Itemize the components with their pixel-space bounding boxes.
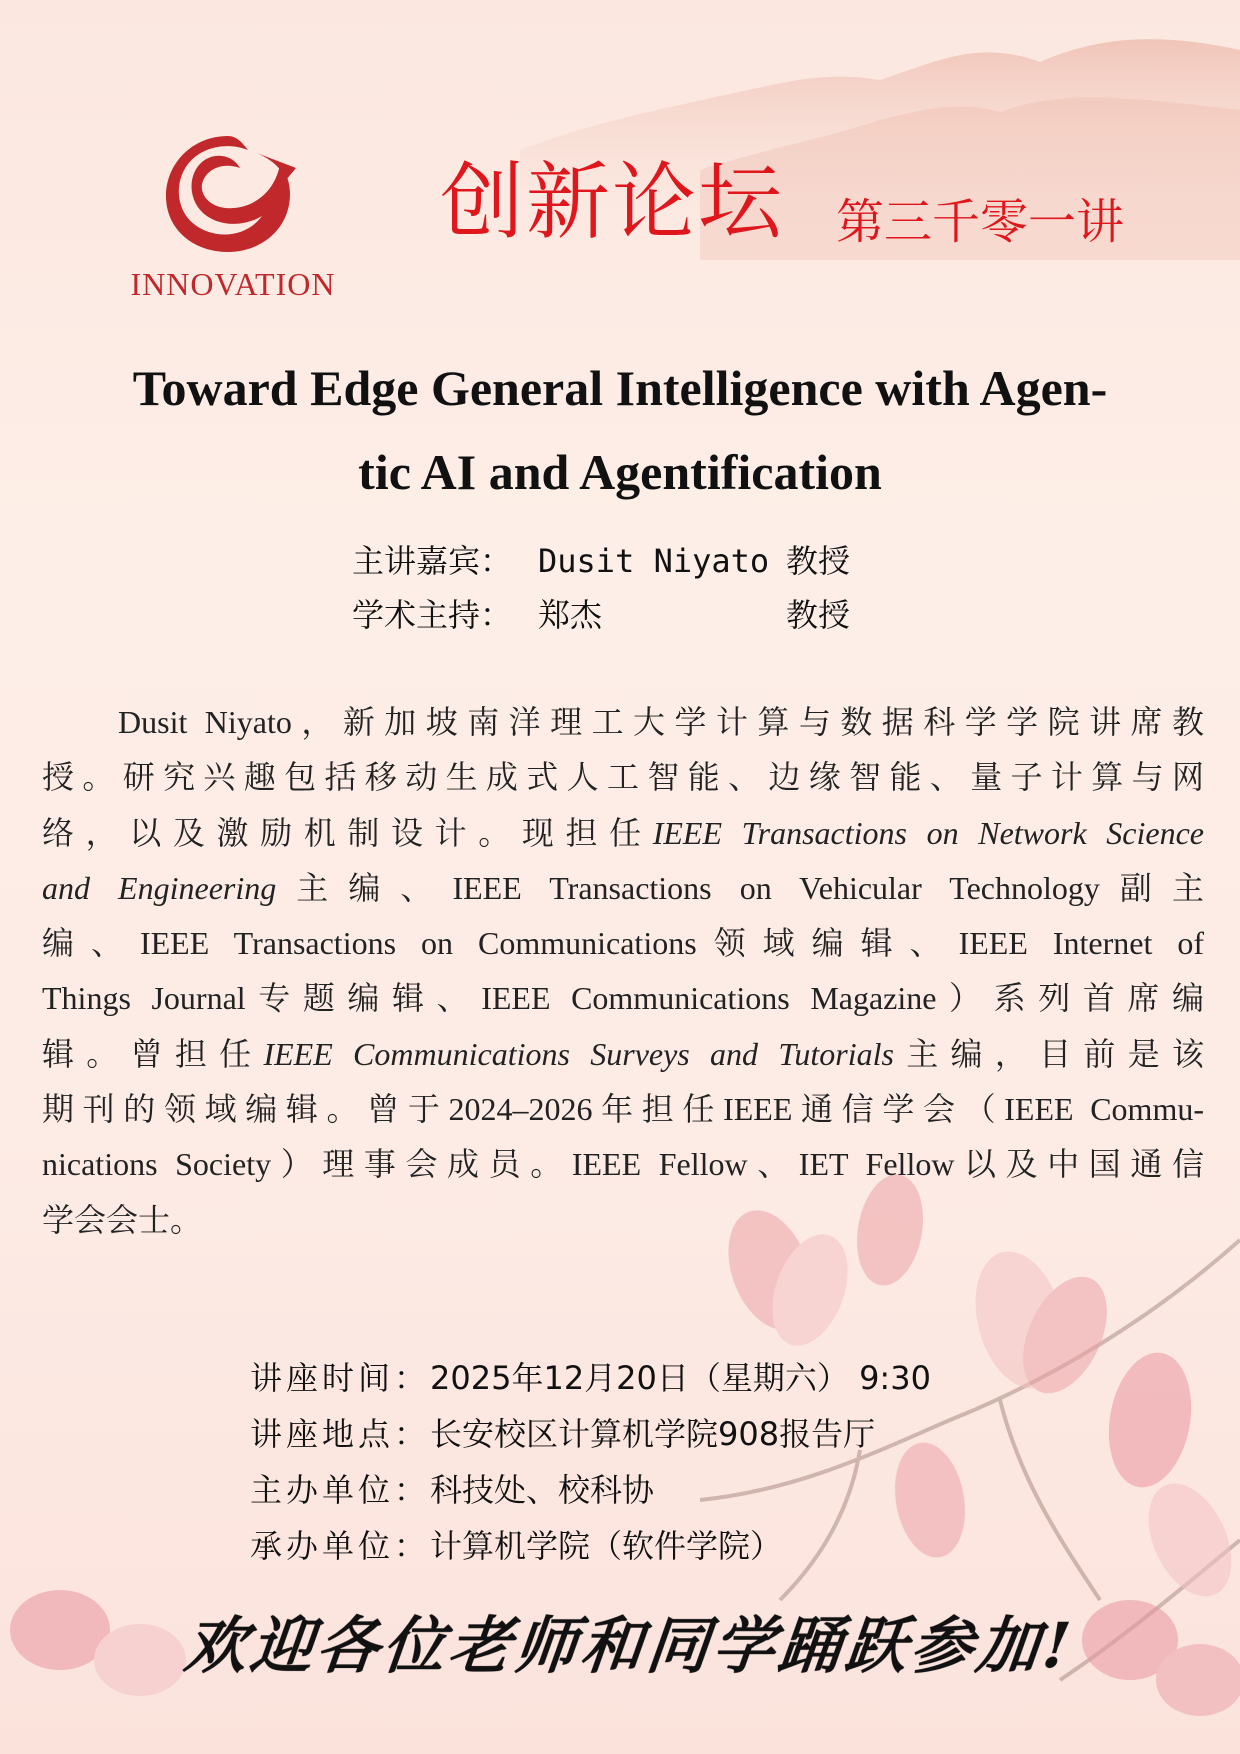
bio-line: nications Society）理事会成员。IEEE Fellow、IET Fellow以及中国通信 xyxy=(42,1146,1204,1183)
speaker-host-block xyxy=(352,534,850,642)
logo-text: INNOVATION xyxy=(130,266,336,302)
event-time-row xyxy=(250,1350,931,1406)
bio-text: 主编，目前是该 xyxy=(893,1035,1204,1072)
innovation-logo xyxy=(118,128,348,308)
speaker-name: Dusit Niyato xyxy=(538,542,770,580)
host-name: 郑杰 xyxy=(538,596,603,634)
bio-journal-italic: IEEE Transactions on Network Science xyxy=(652,814,1204,851)
speaker-role: 主讲嘉宾： xyxy=(352,542,513,580)
info-label: 主办单位： xyxy=(250,1471,431,1509)
bio-text: 辑。曾担任 xyxy=(42,1035,264,1072)
organizer-row xyxy=(250,1462,931,1518)
host-row xyxy=(352,588,850,642)
info-value: 长安校区计算机学院908报告厅 xyxy=(430,1415,876,1453)
innovation-swirl-icon xyxy=(158,128,298,258)
info-label: 承办单位： xyxy=(250,1527,431,1565)
speaker-title: 教授 xyxy=(786,542,851,580)
host-title: 教授 xyxy=(786,596,851,634)
bio-line xyxy=(42,861,1204,916)
info-value: 计算机学院（软件学院） xyxy=(430,1527,783,1565)
info-label: 讲座时间： xyxy=(250,1359,431,1397)
forum-title: 创新论坛 xyxy=(440,153,785,251)
bio-line: 学会会士。 xyxy=(42,1201,203,1238)
bio-line: Dusit Niyato，新加坡南洋理工大学计算与数据科学学院讲席教 xyxy=(118,704,1204,740)
speaker-row xyxy=(352,534,850,588)
host-role: 学术主持： xyxy=(352,596,513,634)
info-value: 2025年12月20日（星期六） 9:30 xyxy=(430,1359,931,1397)
bio-journal-italic: IEEE Communications Surveys and Tutorials xyxy=(263,1035,894,1072)
event-location-row xyxy=(250,1406,931,1462)
bio-line xyxy=(42,806,1204,861)
bio-line: 期刊的领域编辑。曾于2024–2026年担任IEEE通信学会（IEEE Commu- xyxy=(42,1091,1204,1128)
welcome-message: 欢迎各位老师和同学踊跃参加! xyxy=(181,1609,1078,1682)
talk-title-line-1: Toward Edge General Intelligence with Agen- xyxy=(132,360,1108,416)
speaker-bio xyxy=(42,695,1204,1248)
bio-line xyxy=(42,1027,1204,1082)
host-unit-row xyxy=(250,1518,931,1574)
bio-line: 授。研究兴趣包括移动生成式人工智能、边缘智能、量子计算与网 xyxy=(42,759,1204,796)
bio-line: 编、IEEE Transactions on Communications领域编辑、IEEE Internet of xyxy=(42,925,1204,962)
lecture-number: 第三千零一讲 xyxy=(836,194,1125,250)
event-info xyxy=(250,1350,931,1574)
bio-journal-italic: and Engineering xyxy=(42,869,277,906)
talk-title xyxy=(60,346,1180,514)
info-label: 讲座地点： xyxy=(250,1415,431,1453)
bio-text: 络，以及激励机制设计。现担任 xyxy=(42,814,653,851)
bio-text: 主编、IEEE Transactions on Vehicular Technology副主 xyxy=(276,869,1204,906)
talk-title-line-2: tic AI and Agentification xyxy=(358,444,882,500)
info-value: 科技处、校科协 xyxy=(430,1471,655,1509)
bio-line: Things Journal专题编辑、IEEE Communications Magazine）系列首席编 xyxy=(42,980,1204,1017)
